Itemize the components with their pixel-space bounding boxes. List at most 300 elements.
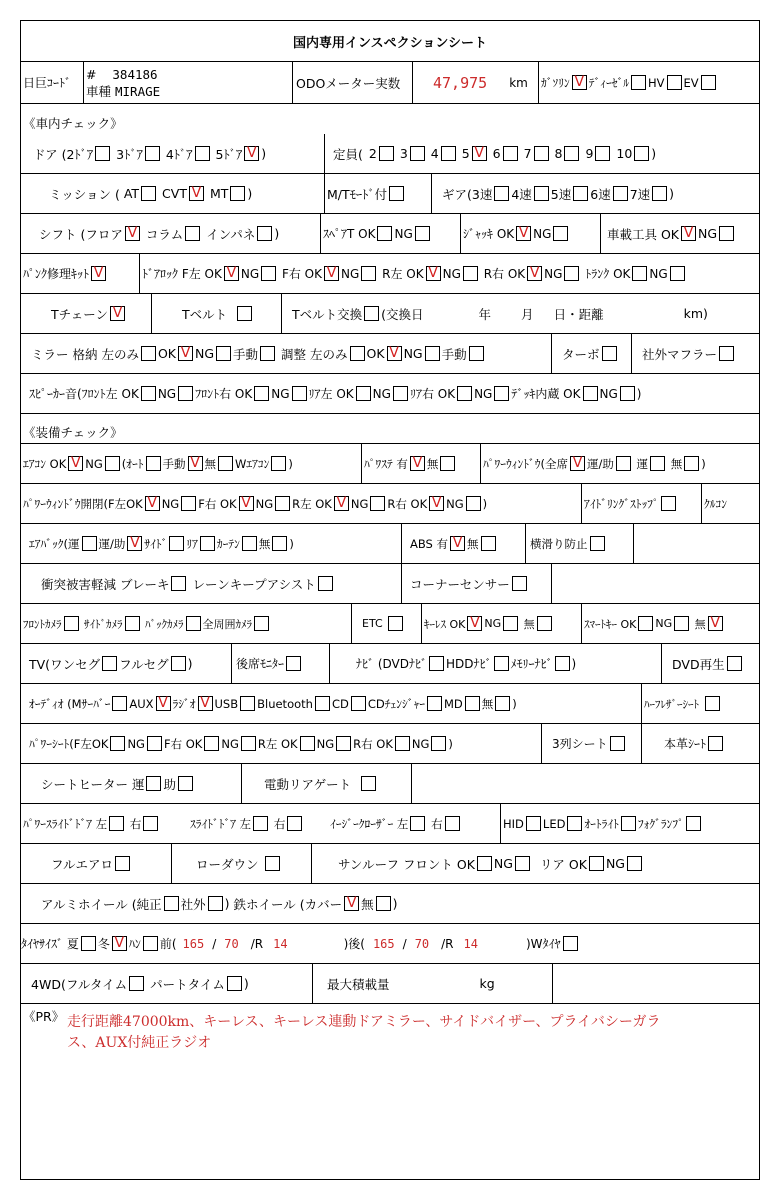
- capacity-9-checkbox[interactable]: [595, 146, 610, 161]
- mirror-fold-ok-checkbox[interactable]: [178, 346, 193, 361]
- pslide-left-checkbox[interactable]: [109, 816, 124, 831]
- puncture-cell: [21, 254, 139, 293]
- navi-hdd-label: HDDﾅﾋﾞ: [445, 657, 492, 671]
- jack-cell: [460, 214, 600, 253]
- dvd-cell: [661, 644, 759, 683]
- lowdown-label: ローダウン: [196, 856, 259, 872]
- airbag-empty-cell: [633, 524, 759, 563]
- spare-ng-checkbox[interactable]: [415, 226, 430, 241]
- tv-row: [21, 644, 759, 684]
- audio-none-checkbox[interactable]: [495, 696, 510, 711]
- smartkey-ok-checkbox[interactable]: [638, 616, 653, 631]
- third-row-label: 3列シート: [552, 737, 608, 751]
- door-cell: [21, 134, 324, 173]
- heater-pass-checkbox[interactable]: [178, 776, 193, 791]
- collision-brake-checkbox[interactable]: [171, 576, 186, 591]
- pw-open-fr-ng-label: NG: [255, 496, 274, 511]
- easy-closer-left-checkbox[interactable]: [410, 816, 425, 831]
- gear-7-checkbox[interactable]: [652, 186, 667, 201]
- pw-drv-pass-label: 運/助: [587, 456, 614, 471]
- tv-fullseg-label: フルセグ: [119, 656, 169, 672]
- mirror-fold-label: ミラー 格納 左のみ: [31, 346, 139, 362]
- cvt-checkbox[interactable]: [189, 186, 204, 201]
- capacity-9: 9: [585, 146, 594, 161]
- slide-right-checkbox[interactable]: [287, 816, 302, 831]
- sunroof-rear-ok-checkbox[interactable]: [589, 856, 604, 871]
- heater-cell: [21, 764, 241, 803]
- aircon-ng-checkbox[interactable]: [105, 456, 120, 471]
- pseat-rr-ng-checkbox[interactable]: [431, 736, 446, 751]
- audio-usb-checkbox[interactable]: [240, 696, 255, 711]
- fog-checkbox[interactable]: [686, 816, 701, 831]
- tbelt-label: Tベルト: [182, 306, 228, 322]
- capacity-3-checkbox[interactable]: [410, 146, 425, 161]
- pw-open-row: [21, 484, 759, 524]
- at-checkbox[interactable]: [141, 186, 156, 201]
- airbag-drv-checkbox[interactable]: [82, 536, 97, 551]
- shift-floor-checkbox[interactable]: [125, 226, 140, 241]
- front-cam-checkbox[interactable]: [64, 616, 79, 631]
- speaker-rl-ng-checkbox[interactable]: [393, 386, 408, 401]
- gear-cell: [431, 174, 759, 213]
- puncture-checkbox[interactable]: [91, 266, 106, 281]
- audio-paren: ): [512, 696, 517, 711]
- pw-open-fr-ng-checkbox[interactable]: [275, 496, 290, 511]
- gear-6-checkbox[interactable]: [613, 186, 628, 201]
- speaker-rr-ok-checkbox[interactable]: [457, 386, 472, 401]
- gear-5-checkbox[interactable]: [573, 186, 588, 201]
- navi-dvd-checkbox[interactable]: [429, 656, 444, 671]
- keyless-cell: [421, 604, 581, 643]
- doorlock-rl-ng-checkbox[interactable]: [463, 266, 478, 281]
- capacity-6-checkbox[interactable]: [503, 146, 518, 161]
- pseat-fl-ok-checkbox[interactable]: [110, 736, 125, 751]
- pw-open-rl-ng-label: NG: [350, 496, 369, 511]
- mission-cell: [21, 174, 324, 213]
- pw-drv-label: 運: [636, 456, 649, 471]
- navi-paren: ): [571, 656, 577, 671]
- full-aero-checkbox[interactable]: [115, 856, 130, 871]
- pw-drv-checkbox[interactable]: [650, 456, 665, 471]
- mt-checkbox[interactable]: [230, 186, 245, 201]
- keyless-ok-checkbox[interactable]: [467, 616, 482, 631]
- trunk-ng-checkbox[interactable]: [670, 266, 685, 281]
- mirror-fold-left-checkbox[interactable]: [141, 346, 156, 361]
- alu-genuine-checkbox[interactable]: [164, 896, 179, 911]
- speaker-fr-ok-checkbox[interactable]: [254, 386, 269, 401]
- gear-paren: ): [669, 186, 675, 201]
- mirror-fold-ng-label: NG: [195, 346, 215, 361]
- mirror-adjust-ok-checkbox[interactable]: [387, 346, 402, 361]
- pseat-rr-ng-label: NG: [411, 736, 430, 751]
- collision-brake-label: 衝突被害軽減 ブレーキ: [41, 576, 170, 592]
- shift-column-checkbox[interactable]: [185, 226, 200, 241]
- smartkey-ng-checkbox[interactable]: [674, 616, 689, 631]
- audio-aux-checkbox[interactable]: [156, 696, 171, 711]
- doorlock-fr-ng-label: NG: [341, 266, 360, 281]
- leather-label: 本革ｼｰﾄ: [664, 737, 707, 751]
- speaker-cell: [21, 374, 641, 413]
- gear-4-checkbox[interactable]: [534, 186, 549, 201]
- tire-rear-rim: 14: [463, 936, 478, 951]
- pw-open-rl-ok-checkbox[interactable]: [334, 496, 349, 511]
- skid-cell: [525, 524, 633, 563]
- capacity-10-checkbox[interactable]: [634, 146, 649, 161]
- abs-none-checkbox[interactable]: [481, 536, 496, 551]
- door-3-checkbox[interactable]: [145, 146, 160, 161]
- door-2-checkbox[interactable]: [95, 146, 110, 161]
- lights-cell: [500, 804, 759, 843]
- pseat-rl-ng-checkbox[interactable]: [336, 736, 351, 751]
- speaker-fl-ok-checkbox[interactable]: [141, 386, 156, 401]
- hid-checkbox[interactable]: [526, 816, 541, 831]
- pw-open-fl-ok-checkbox[interactable]: [145, 496, 160, 511]
- half-leather-checkbox[interactable]: [705, 696, 720, 711]
- airbag-none-checkbox[interactable]: [272, 536, 287, 551]
- airbag-drv-pass-checkbox[interactable]: [127, 536, 142, 551]
- etc-cell: [351, 604, 421, 643]
- dvd-play-checkbox[interactable]: [727, 656, 742, 671]
- heater-pass-label: 助: [163, 776, 176, 792]
- tbelt-cell: [151, 294, 281, 333]
- back-cam-label: ﾊﾞｯｸｶﾒﾗ: [145, 617, 184, 631]
- pseat-fr-ng-checkbox[interactable]: [241, 736, 256, 751]
- audio-none-label: 無: [481, 696, 494, 711]
- audio-mserver-label: ｵｰﾃﾞｨｵ (Mｻｰﾊﾞｰ: [29, 696, 111, 711]
- alu-aftermarket-label: 社外: [180, 896, 206, 912]
- fog-label: ﾌｫｸﾞﾗﾝﾌﾟ: [637, 816, 684, 831]
- alu-aftermarket-checkbox[interactable]: [208, 896, 223, 911]
- mirror-adjust-ng-checkbox[interactable]: [425, 346, 440, 361]
- mt-label: MT: [209, 186, 229, 201]
- pseat-paren: ): [448, 736, 453, 751]
- idle-cell: [581, 484, 701, 523]
- aircon-ok-checkbox[interactable]: [68, 456, 83, 471]
- smartkey-ng-label: NG: [655, 617, 673, 630]
- spare-ng-label: NG: [394, 226, 413, 241]
- collision-row: [21, 564, 759, 604]
- door-4-label: 4ﾄﾞｱ: [165, 146, 193, 162]
- sunroof-front-ng-checkbox[interactable]: [515, 856, 530, 871]
- fuel-gasoline-checkbox[interactable]: [572, 75, 587, 90]
- doorlock-fr-ok-checkbox[interactable]: [324, 266, 339, 281]
- sunroof-front-label: サンルーフ フロント OK: [338, 856, 475, 872]
- sunroof-rear-ng-checkbox[interactable]: [627, 856, 642, 871]
- nikyo-label: 日巨ｺｰﾄﾞ: [23, 76, 72, 90]
- pseat-rr-ok-checkbox[interactable]: [395, 736, 410, 751]
- speaker-deck-ng-checkbox[interactable]: [620, 386, 635, 401]
- mirror-adjust-manual-checkbox[interactable]: [469, 346, 484, 361]
- jack-ok-checkbox[interactable]: [516, 226, 531, 241]
- door-5-checkbox[interactable]: [244, 146, 259, 161]
- full-aero-label: フルエアロ: [51, 856, 114, 872]
- mirror-fold-manual-checkbox[interactable]: [260, 346, 275, 361]
- heater-empty-cell: [411, 764, 759, 803]
- w-aircon-checkbox[interactable]: [271, 456, 286, 471]
- speaker-deck-ok-checkbox[interactable]: [583, 386, 598, 401]
- vehicle-id-cell: [83, 62, 292, 103]
- aircon-none-checkbox[interactable]: [218, 456, 233, 471]
- tools-ok-checkbox[interactable]: [681, 226, 696, 241]
- navi-memory-checkbox[interactable]: [555, 656, 570, 671]
- rear-gate-cell: [241, 764, 411, 803]
- doorlock-fl-ok-checkbox[interactable]: [224, 266, 239, 281]
- pw-open-fl-ng-checkbox[interactable]: [181, 496, 196, 511]
- door-4-checkbox[interactable]: [195, 146, 210, 161]
- no-label: #: [86, 66, 97, 82]
- rear-monitor-checkbox[interactable]: [286, 656, 301, 671]
- navi-cell: [329, 644, 661, 683]
- steel-cover-checkbox[interactable]: [344, 896, 359, 911]
- interior-section-label: 《車内チェック》: [23, 116, 123, 131]
- pw-open-fr-ok-checkbox[interactable]: [239, 496, 254, 511]
- speaker-rr-ng-checkbox[interactable]: [494, 386, 509, 401]
- mt-mode-cell: [324, 174, 431, 213]
- dvd-play-label: DVD再生: [672, 656, 725, 672]
- odo-cell: [412, 62, 538, 103]
- mt-mode-checkbox[interactable]: [389, 186, 404, 201]
- idle-stop-checkbox[interactable]: [661, 496, 676, 511]
- capacity-8-checkbox[interactable]: [564, 146, 579, 161]
- keyless-none-checkbox[interactable]: [537, 616, 552, 631]
- mirror-fold-ng-checkbox[interactable]: [216, 346, 231, 361]
- puncture-label: ﾊﾟﾝｸ修理ｷｯﾄ: [23, 267, 90, 281]
- muffler-label: 社外マフラー: [642, 346, 718, 362]
- keyless-ng-checkbox[interactable]: [503, 616, 518, 631]
- capacity-label: 定員(: [333, 146, 363, 162]
- corner-cell: [401, 564, 551, 603]
- tv-oneseg-checkbox[interactable]: [102, 656, 117, 671]
- etc-checkbox[interactable]: [388, 616, 403, 631]
- aero-row: [21, 844, 759, 884]
- doorlock-rr-ok-checkbox[interactable]: [527, 266, 542, 281]
- capacity-6: 6: [492, 146, 501, 161]
- odo-label: ODOメーター実数: [292, 62, 412, 103]
- airbag-rear-checkbox[interactable]: [200, 536, 215, 551]
- doorlock-rr-ng-checkbox[interactable]: [564, 266, 579, 281]
- pw-all-checkbox[interactable]: [570, 456, 585, 471]
- doorlock-fl-ng-checkbox[interactable]: [261, 266, 276, 281]
- pseat-rl-ok-checkbox[interactable]: [300, 736, 315, 751]
- doorlock-fr-ng-checkbox[interactable]: [361, 266, 376, 281]
- pr-label: 《PR》: [23, 1009, 65, 1024]
- heater-drv-checkbox[interactable]: [146, 776, 161, 791]
- mirror-adjust-left-checkbox[interactable]: [350, 346, 365, 361]
- corner-sensor-label: コーナーセンサー: [410, 576, 510, 592]
- km-label: km): [683, 306, 708, 321]
- tire-rear-r-label: /R: [441, 936, 454, 951]
- shift-row: [21, 214, 759, 254]
- pw-open-cell: [21, 484, 581, 523]
- speaker-fr-ng-checkbox[interactable]: [292, 386, 307, 401]
- airbag-row: [21, 524, 759, 564]
- mirror-adjust-label: 調整 左のみ: [281, 346, 348, 362]
- day-distance-label: 日・距離: [553, 306, 604, 322]
- tbelt-exchange-checkbox[interactable]: [364, 306, 379, 321]
- spare-label: ｽﾍﾟｱT OK: [323, 227, 376, 241]
- speaker-fl-ng-checkbox[interactable]: [178, 386, 193, 401]
- doorlock-fl-ng-label: NG: [240, 266, 260, 281]
- capacity-2-checkbox[interactable]: [379, 146, 394, 161]
- audio-mserver-checkbox[interactable]: [112, 696, 127, 711]
- keyless-ng-label: NG: [484, 617, 502, 630]
- pw-open-rr-ng-checkbox[interactable]: [466, 496, 481, 511]
- tire-summer-checkbox[interactable]: [81, 936, 96, 951]
- tchain-checkbox[interactable]: [110, 306, 125, 321]
- rear-gate-label: 電動リアゲート: [264, 776, 352, 792]
- hid-label: HID: [503, 816, 524, 831]
- fuel-hv-label: HV: [648, 75, 665, 90]
- doorlock-rl-ok-checkbox[interactable]: [426, 266, 441, 281]
- tire-front-label: 前(: [159, 937, 177, 951]
- powst-yes-checkbox[interactable]: [410, 456, 425, 471]
- doorlock-row: [21, 254, 759, 294]
- pslide-right-checkbox[interactable]: [143, 816, 158, 831]
- rear-monitor-label: 後席ﾓﾆﾀｰ: [236, 657, 285, 671]
- pw-open-rr-label: R右 OK: [387, 496, 428, 511]
- spare-ok-checkbox[interactable]: [377, 226, 392, 241]
- trunk-ng-label: NG: [649, 266, 668, 281]
- aircon-manual-checkbox[interactable]: [188, 456, 203, 471]
- pr-section: [21, 1004, 759, 1164]
- equipment-section-label: 《装備チェック》: [21, 414, 759, 444]
- tbelt-checkbox[interactable]: [237, 306, 252, 321]
- doorlock-fr-label: F右 OK: [281, 267, 323, 281]
- fuel-diesel-label: ﾃﾞｨｰｾﾞﾙ: [588, 75, 629, 90]
- turbo-label: ターボ: [562, 346, 600, 362]
- sunroof-front-ok-checkbox[interactable]: [477, 856, 492, 871]
- audio-bluetooth-checkbox[interactable]: [315, 696, 330, 711]
- tv-cell: [21, 644, 231, 683]
- audio-usb-label: USB: [214, 696, 239, 711]
- third-row-checkbox[interactable]: [610, 736, 625, 751]
- pseat-fl-ng-checkbox[interactable]: [147, 736, 162, 751]
- door-3-label: 3ﾄﾞｱ: [116, 146, 143, 162]
- tire-winter-checkbox[interactable]: [112, 936, 127, 951]
- mirror-fold-manual-label: 手動: [233, 346, 259, 362]
- shift-inpane-label: インパネ: [206, 226, 256, 242]
- aircon-cell: [21, 444, 361, 483]
- tire-rear-label: )後(: [343, 937, 365, 951]
- gear-3-checkbox[interactable]: [494, 186, 509, 201]
- capacity-5-checkbox[interactable]: [472, 146, 487, 161]
- slide-cell: [190, 804, 330, 843]
- skid-checkbox[interactable]: [590, 536, 605, 551]
- powst-label: ﾊﾟﾜｽﾃ 有: [364, 456, 408, 471]
- fuel-ev-checkbox[interactable]: [701, 75, 716, 90]
- powst-none-checkbox[interactable]: [440, 456, 455, 471]
- pseat-fr-ok-checkbox[interactable]: [204, 736, 219, 751]
- pw-drv-pass-checkbox[interactable]: [616, 456, 631, 471]
- airbag-curtain-checkbox[interactable]: [242, 536, 257, 551]
- trunk-ok-checkbox[interactable]: [632, 266, 647, 281]
- model-label: 車種: [86, 83, 112, 99]
- fourwd-parttime-checkbox[interactable]: [227, 976, 242, 991]
- steel-none-checkbox[interactable]: [376, 896, 391, 911]
- led-label: LED: [542, 816, 566, 831]
- header-row: [21, 62, 759, 104]
- fourwd-paren: ): [243, 976, 249, 991]
- muffler-checkbox[interactable]: [719, 346, 734, 361]
- smartkey-label: ｽﾏｰﾄｷｰ OK: [584, 617, 637, 631]
- tire-cell: [21, 924, 580, 963]
- tchain-row: [21, 294, 759, 334]
- smartkey-none-checkbox[interactable]: [708, 616, 723, 631]
- lane-keep-checkbox[interactable]: [318, 576, 333, 591]
- aircon-auto-checkbox[interactable]: [146, 456, 161, 471]
- at-label: AT: [123, 186, 140, 201]
- back-cam-checkbox[interactable]: [186, 616, 201, 631]
- autolight-checkbox[interactable]: [621, 816, 636, 831]
- capacity-7: 7: [523, 146, 532, 161]
- capacity-3: 3: [399, 146, 408, 161]
- audio-cdchanger-checkbox[interactable]: [427, 696, 442, 711]
- capacity-7-checkbox[interactable]: [534, 146, 549, 161]
- keyless-none-label: 無: [523, 617, 535, 631]
- lane-keep-label: レーンキープアシスト: [192, 576, 316, 592]
- led-checkbox[interactable]: [567, 816, 582, 831]
- fourwd-fulltime-checkbox[interactable]: [129, 976, 144, 991]
- easy-closer-right-checkbox[interactable]: [445, 816, 460, 831]
- tv-fullseg-checkbox[interactable]: [171, 656, 186, 671]
- shift-inpane-checkbox[interactable]: [257, 226, 272, 241]
- fuel-diesel-checkbox[interactable]: [631, 75, 646, 90]
- pw-open-rr-ok-checkbox[interactable]: [429, 496, 444, 511]
- jack-ng-checkbox[interactable]: [553, 226, 568, 241]
- pr-text: 走行距離47000km、キーレス、キーレス連動ドアミラー、サイドバイザー、プライバシーガラス、AUX付純正ラジオ: [67, 1014, 661, 1051]
- capacity-4-checkbox[interactable]: [441, 146, 456, 161]
- side-cam-checkbox[interactable]: [125, 616, 140, 631]
- navi-hdd-checkbox[interactable]: [494, 656, 509, 671]
- pw-open-fl-ng-label: NG: [161, 496, 180, 511]
- rear-gate-checkbox[interactable]: [361, 776, 376, 791]
- w-tire-label: )Wﾀｲﾔ: [525, 937, 561, 951]
- muffler-cell: [631, 334, 759, 373]
- gear-4-label: 4速: [511, 186, 532, 202]
- speaker-rl-ok-checkbox[interactable]: [356, 386, 371, 401]
- cvt-label: CVT: [162, 186, 187, 201]
- slide-door-row: [21, 804, 759, 844]
- slide-left-checkbox[interactable]: [253, 816, 268, 831]
- tire-han-label: ﾊﾝ: [128, 937, 141, 951]
- tools-ng-checkbox[interactable]: [719, 226, 734, 241]
- pw-none-checkbox[interactable]: [684, 456, 699, 471]
- tv-paren: ): [187, 656, 193, 671]
- lowdown-checkbox[interactable]: [265, 856, 280, 871]
- pw-open-rl-label: R左 OK: [292, 496, 332, 511]
- pseat-rr-label: R右 OK: [353, 736, 393, 751]
- w-tire-checkbox[interactable]: [563, 936, 578, 951]
- audio-md-checkbox[interactable]: [465, 696, 480, 711]
- turbo-checkbox[interactable]: [602, 346, 617, 361]
- airbag-side-checkbox[interactable]: [169, 536, 184, 551]
- audio-radio-checkbox[interactable]: [198, 696, 213, 711]
- audio-cd-checkbox[interactable]: [351, 696, 366, 711]
- wheel-row: [21, 884, 759, 924]
- steel-paren: ): [392, 896, 398, 911]
- speaker-rl-ng-label: NG: [372, 386, 391, 401]
- corner-sensor-checkbox[interactable]: [512, 576, 527, 591]
- tire-han-checkbox[interactable]: [143, 936, 158, 951]
- airbag-drv-pass-label: 運/助: [98, 536, 126, 551]
- pw-open-rl-ng-checkbox[interactable]: [370, 496, 385, 511]
- around-cam-checkbox[interactable]: [254, 616, 269, 631]
- fuel-hv-checkbox[interactable]: [667, 75, 682, 90]
- doorlock-cell: [139, 254, 759, 293]
- abs-yes-checkbox[interactable]: [450, 536, 465, 551]
- doorlock-rl-ng-label: NG: [442, 266, 461, 281]
- leather-checkbox[interactable]: [708, 736, 723, 751]
